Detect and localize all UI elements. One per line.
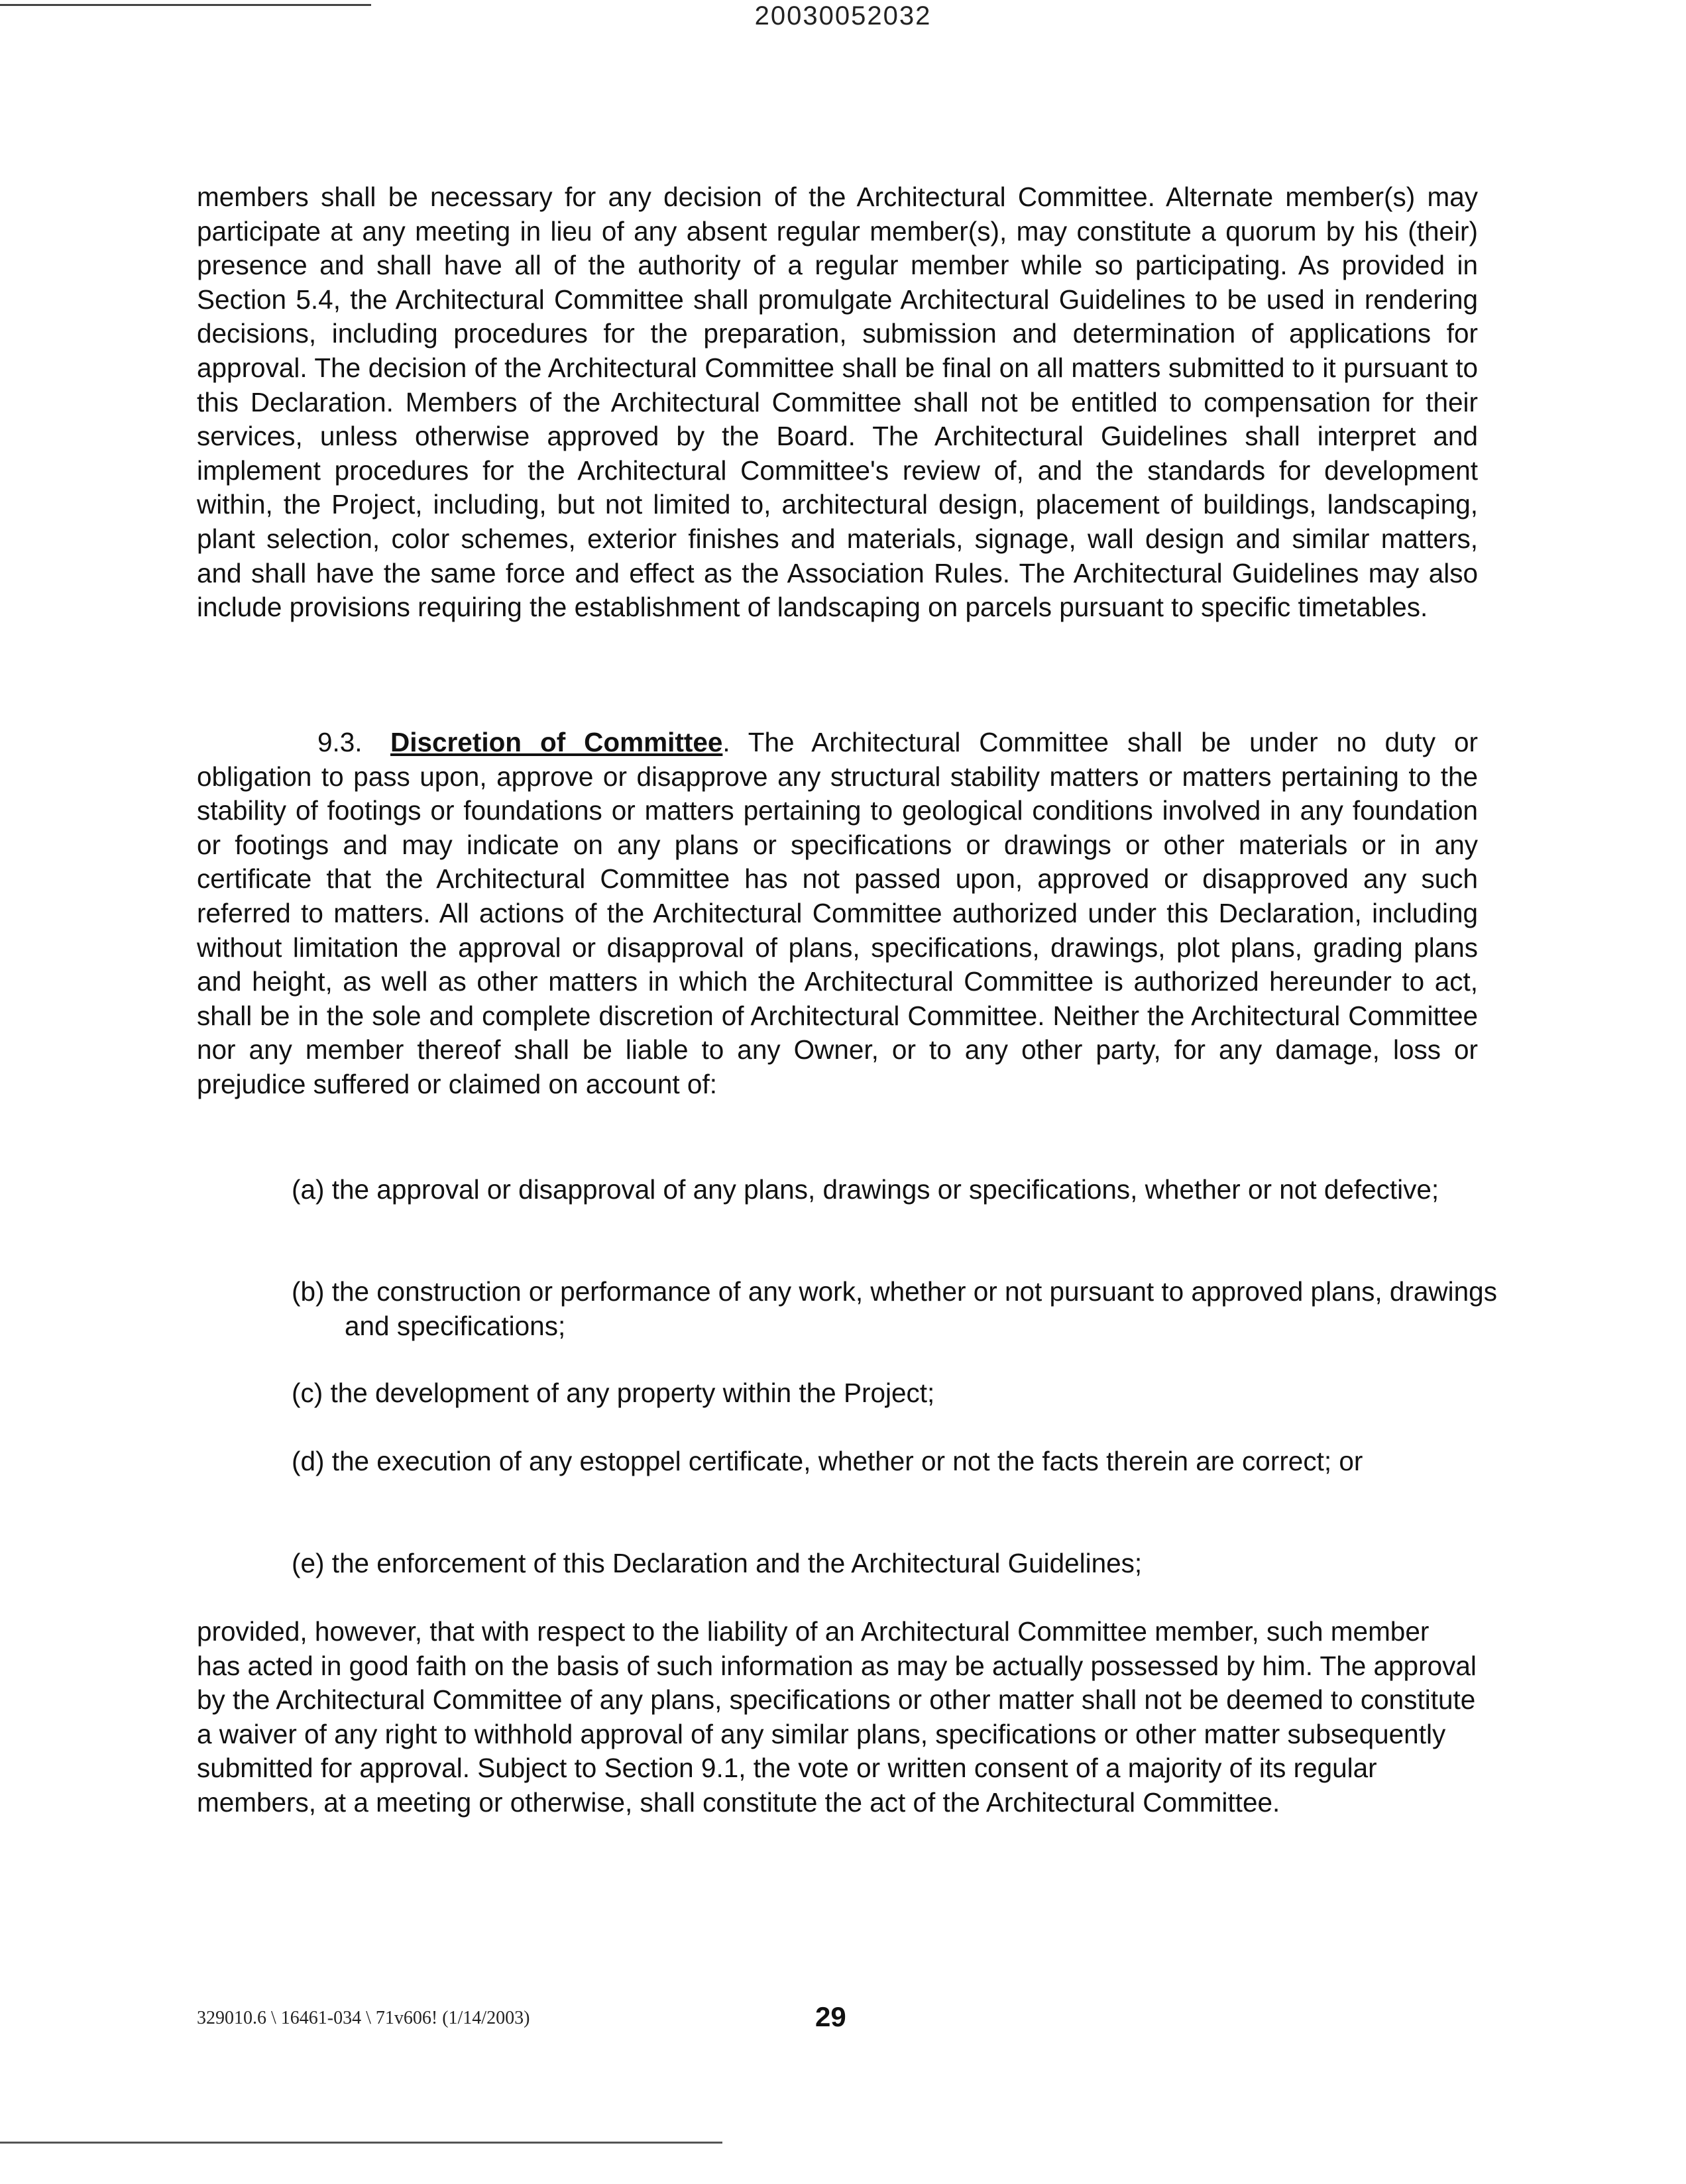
section-9-3-paragraph xyxy=(197,726,1478,1102)
closing-paragraph xyxy=(197,1615,1478,1820)
continuation-paragraph xyxy=(197,180,1478,625)
section-heading: Discretion of Committee xyxy=(390,727,723,757)
list-item-d: (d) the execution of any estoppel certificate, whether or not the facts therein are correct; or xyxy=(292,1446,1363,1476)
bottom-scan-rule xyxy=(0,2142,722,2144)
paragraph-text: provided, however, that with respect to the liability of an Architectural Committee member, such member has acted in good faith on the basis of such information as may be actually possessed by him. The approval by the Architectural Committee of any plans, specifications or other matter shall not be deemed to constitute a waiver of any right to withhold approval of any similar plans, specifications or other matter subsequently submitted for approval. Subject to Section 9.1, the vote or written consent of a majority of its regular members, at a meeting or otherwise, shall constitute the act of the Architectural Committee. xyxy=(197,1616,1477,1818)
list-item-a: (a) the approval or disapproval of any plans, drawings or specifications, whether or not defective; xyxy=(292,1174,1439,1205)
list-item-b: (b) the construction or performance of any work, whether or not pursuant to approved plans, drawings and specifications; xyxy=(292,1276,1497,1341)
paragraph-text: members shall be necessary for any decision of the Architectural Committee. Alternate member(s) may participate at any meeting in lieu of any absent regular member(s), may constitute a quorum by his (their) presence and shall have all of the authority of a regular member while so participating. As provided in Section 5.4, the Architectural Committee shall promulgate Architectural Guidelines to be used in rendering decisions, including procedures for the preparation, submission and determination of applications for approval. The decision of the Architectural Committee shall be final on all matters submitted to it pursuant to this Declaration. Members of the Architectural Committee shall not be entitled to compensation for their services, unless otherwise approved by the Board. The Architectural Guidelines shall interpret and implement procedures for the Architectural Committee's review of, and the standards for development within, the Project, including, but not limited to, architectural design, placement of buildings, landscaping, plant selection, color schemes, exterior finishes and materials, signage, wall design and similar matters, and shall have the same force and effect as the Association Rules. The Architectural Guidelines may also include provisions requiring the establishment of landscaping on parcels pursuant to specific timetables. xyxy=(197,182,1478,623)
footer-file-reference: 329010.6 \ 16461-034 \ 71v606! (1/14/2003) xyxy=(197,2008,530,2028)
list-item-c: (c) the development of any property within the Project; xyxy=(292,1378,935,1408)
document-number: 20030052032 xyxy=(754,1,932,30)
section-number: 9.3. xyxy=(317,727,363,757)
list-item-e: (e) the enforcement of this Declaration and the Architectural Guidelines; xyxy=(292,1548,1143,1578)
page-number: 29 xyxy=(815,2001,846,2032)
section-body: . The Architectural Committee shall be under no duty or obligation to pass upon, approve or disapprove any structural stability matters or matters pertaining to the stability of footings or foundations or matters pertaining to geological conditions involved in any foundation or footings and may indicate on any plans or specifications or drawings or other materials or in any certificate that the Architectural Committee has not passed upon, approved or disapproved any such referred to matters. All actions of the Architectural Committee authorized under this Declaration, including without limitation the approval or disapproval of plans, specifications, drawings, plot plans, grading plans and height, as well as other matters in which the Architectural Committee is authorized hereunder to act, shall be in the sole and complete discretion of Architectural Committee. Neither the Architectural Committee nor any member thereof shall be liable to any Owner, or to any other party, for any damage, loss or prejudice suffered or claimed on account of: xyxy=(197,727,1478,1099)
section-text xyxy=(197,726,1478,1102)
